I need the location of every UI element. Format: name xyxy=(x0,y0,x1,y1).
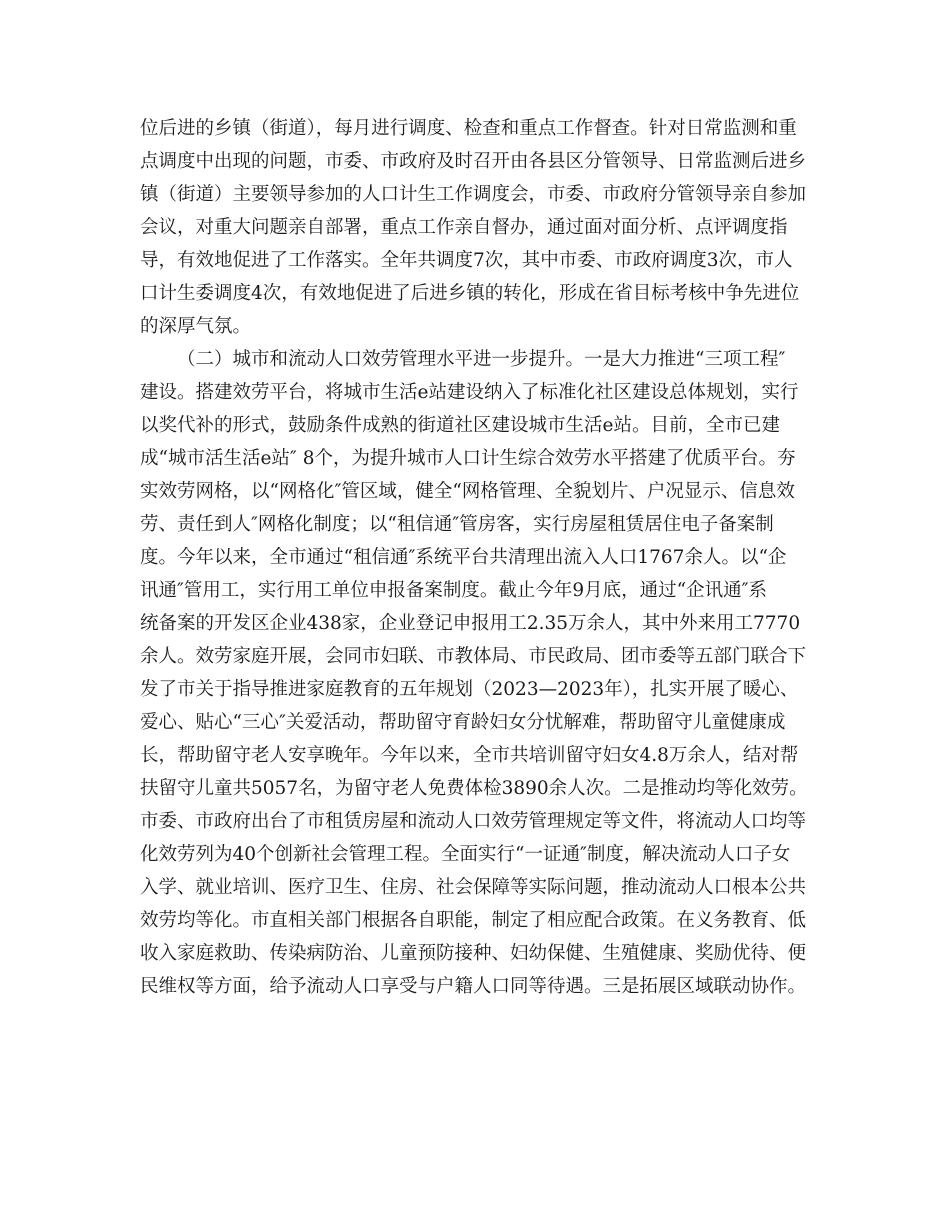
text-line: 扶留守儿童共5057名，为留守老人免费体检3890余人次。二是推动均等化效劳。 xyxy=(140,778,808,799)
text-line: 爱心、贴心“三心″关爱活动，帮助留守育龄妇女分忧解难，帮助留守儿童健康成 xyxy=(140,712,786,733)
text-line: 民维权等方面，给予流动人口享受与户籍人口同等待遇。三是拓展区域联动协作。 xyxy=(140,976,807,997)
text-line: 成“城市活生活e站″ 8个，为提升城市人口计生综合效劳水平搭建了优质平台。夯 xyxy=(140,448,796,469)
text-line: 劳、责任到人″网格化制度；以“租信通″管房客，实行房屋租赁居住电子备案制 xyxy=(140,514,774,535)
text-line: 实效劳网格，以“网格化″管区域，健全“网格管理、全貌划片、户况显示、信息效 xyxy=(140,481,795,502)
text-line: 效劳均等化。市直相关部门根据各自职能，制定了相应配合政策。在义务教育、低 xyxy=(140,910,807,931)
text-line: 收入家庭救助、传染病防治、儿童预防接种、妇幼保健、生殖健康、奖励优待、便 xyxy=(140,943,807,964)
paragraph-start-line: （二）城市和流动人口效劳管理水平进一步提升。一是大力推进“三项工程″ xyxy=(177,349,786,370)
text-line: 口计生委调度4次，有效地促进了后进乡镇的转化，形成在省目标考核中争先进位 xyxy=(140,283,800,304)
text-line: 余人。效劳家庭开展，会同市妇联、市教体局、市民政局、团市委等五部门联合下 xyxy=(140,646,807,667)
text-line: 建设。搭建效劳平台，将城市生活e站建设纳入了标准化社区建设总体规划，实行 xyxy=(140,382,799,403)
text-line: 统备案的开发区企业438家，企业登记申报用工2.35万余人，其中外来用工7770 xyxy=(140,613,801,634)
text-line: 位后进的乡镇（街道），每月进行调度、检查和重点工作督查。针对日常监测和重 xyxy=(140,118,797,139)
text-line: 导，有效地促进了工作落实。全年共调度7次，其中市委、市政府调度3次，市人 xyxy=(140,250,793,271)
text-line: 度。今年以来，全市通过“租信通″系统平台共清理出流入人口1767余人。以“企 xyxy=(140,547,787,568)
text-line: 会议，对重大问题亲自部署，重点工作亲自督办，通过面对面分析、点评调度指 xyxy=(140,217,788,238)
text-line: 长，帮助留守老人安享晚年。今年以来，全市共培训留守妇女4.8万余人，结对帮 xyxy=(140,745,799,766)
text-line: 市委、市政府出台了市租赁房屋和流动人口效劳管理规定等文件，将流动人口均等 xyxy=(140,811,807,832)
text-line: 以奖代补的形式，鼓励条件成熟的街道社区建设城市生活e站。目前，全市已建 xyxy=(140,415,780,436)
text-line: 的深厚气氛。 xyxy=(140,316,252,337)
document-body xyxy=(140,112,820,1003)
text-line: 入学、就业培训、医疗卫生、住房、社会保障等实际问题，推动流动人口根本公共 xyxy=(140,877,807,898)
text-line: 发了市关于指导推进家庭教育的五年规划（2023—2023年），扎实开展了暖心、 xyxy=(140,679,799,700)
text-line: 镇（街道）主要领导参加的人口计生工作调度会，市委、市政府分管领导亲自参加 xyxy=(140,184,807,205)
text-line: 点调度中出现的问题，市委、市政府及时召开由各县区分管领导、日常监测后进乡 xyxy=(140,151,807,172)
text-line: 讯通″管用工，实行用工单位申报备案制度。截止今年9月底，通过“企讯通″系 xyxy=(140,580,768,601)
text-line: 化效劳列为40个创新社会管理工程。全面实行“一证通″制度，解决流动人口子女 xyxy=(140,844,791,865)
